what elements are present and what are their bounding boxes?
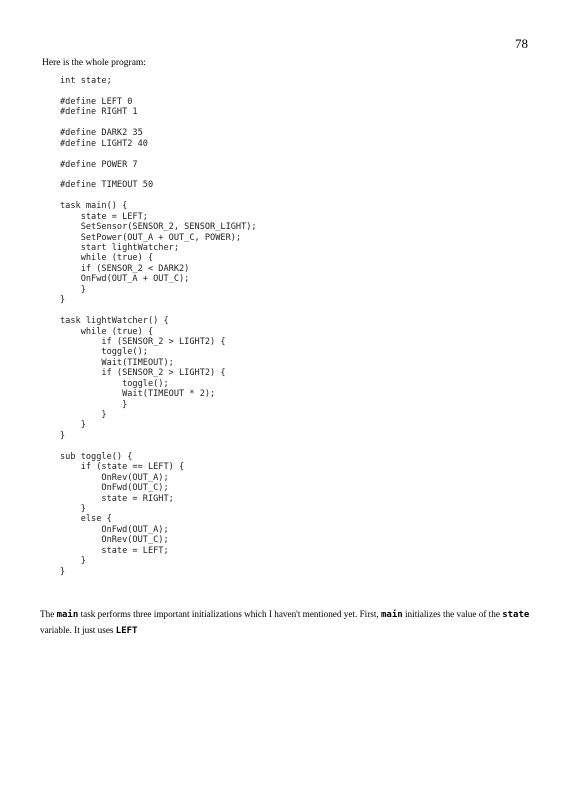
intro-text: Here is the whole program: xyxy=(42,58,146,68)
code-line: OnRev(OUT_C); xyxy=(60,535,169,546)
code-line: #define POWER 7 xyxy=(60,159,138,170)
code-line xyxy=(60,441,257,451)
code-line: #define TIMEOUT 50 xyxy=(60,180,154,191)
code-line: else { xyxy=(60,514,112,525)
code-line: } xyxy=(60,420,86,431)
code-line: sub toggle() { xyxy=(60,451,133,462)
code-line: } xyxy=(60,410,107,420)
explanation-text: initializes the value of the xyxy=(402,609,503,619)
code-line: if (SENSOR_2 > LIGHT2) { xyxy=(60,336,226,347)
code-line: OnFwd(OUT_A + OUT_C); xyxy=(60,274,190,285)
code-line: } xyxy=(60,556,86,567)
code-line: } xyxy=(60,399,128,410)
inline-code-state: state xyxy=(502,610,530,620)
code-line: SetPower(OUT_A + OUT_C, POWER); xyxy=(60,232,242,243)
code-line: int state; xyxy=(60,76,112,86)
code-line: } xyxy=(60,284,86,295)
explanation-text: The xyxy=(40,609,57,619)
code-line xyxy=(60,118,257,128)
code-line: } xyxy=(60,430,66,441)
code-listing xyxy=(60,76,257,577)
code-line: start lightWatcher; xyxy=(60,243,179,253)
code-line: toggle(); xyxy=(60,378,169,389)
code-line: OnFwd(OUT_C); xyxy=(60,483,169,494)
code-line xyxy=(60,191,257,201)
code-line: #define LEFT 0 xyxy=(60,96,133,107)
code-line: Wait(TIMEOUT); xyxy=(60,357,174,368)
code-line: while (true) { xyxy=(60,253,154,264)
code-line: if (SENSOR_2 > LIGHT2) { xyxy=(60,368,226,379)
code-line: SetSensor(SENSOR_2, SENSOR_LIGHT); xyxy=(60,222,257,233)
code-line: state = LEFT; xyxy=(60,211,148,222)
code-line: state = RIGHT; xyxy=(60,493,174,504)
code-line: OnRev(OUT_A); xyxy=(60,472,169,483)
code-line: } xyxy=(60,295,66,306)
inline-code-left: LEFT xyxy=(115,626,138,636)
code-line: OnFwd(OUT_A); xyxy=(60,524,169,535)
code-line: if (SENSOR_2 < DARK2) xyxy=(60,263,190,274)
code-line: task main() { xyxy=(60,201,128,212)
code-line: while (true) { xyxy=(60,326,154,337)
code-line: #define LIGHT2 40 xyxy=(60,138,148,149)
inline-code-main: main xyxy=(56,610,79,620)
code-line: } xyxy=(60,503,86,514)
code-line: state = LEFT; xyxy=(60,545,169,556)
inline-code-main: main xyxy=(381,610,403,620)
code-line xyxy=(60,86,257,96)
explanation-text: task performs three important initializations which I haven't mentioned yet. First, xyxy=(78,609,382,619)
code-line: } xyxy=(60,566,66,577)
code-line xyxy=(60,170,257,180)
code-line xyxy=(60,306,257,316)
code-line: Wait(TIMEOUT * 2); xyxy=(60,389,216,400)
code-line: toggle(); xyxy=(60,347,148,358)
page-number: 78 xyxy=(515,36,528,51)
code-line: if (state == LEFT) { xyxy=(60,462,185,473)
code-line xyxy=(60,149,257,159)
code-line: task lightWatcher() { xyxy=(60,316,169,327)
explanation-paragraph xyxy=(40,607,530,639)
code-line: #define RIGHT 1 xyxy=(60,107,138,118)
code-line: #define DARK2 35 xyxy=(60,128,143,139)
explanation-text: variable. It just uses xyxy=(40,625,116,635)
